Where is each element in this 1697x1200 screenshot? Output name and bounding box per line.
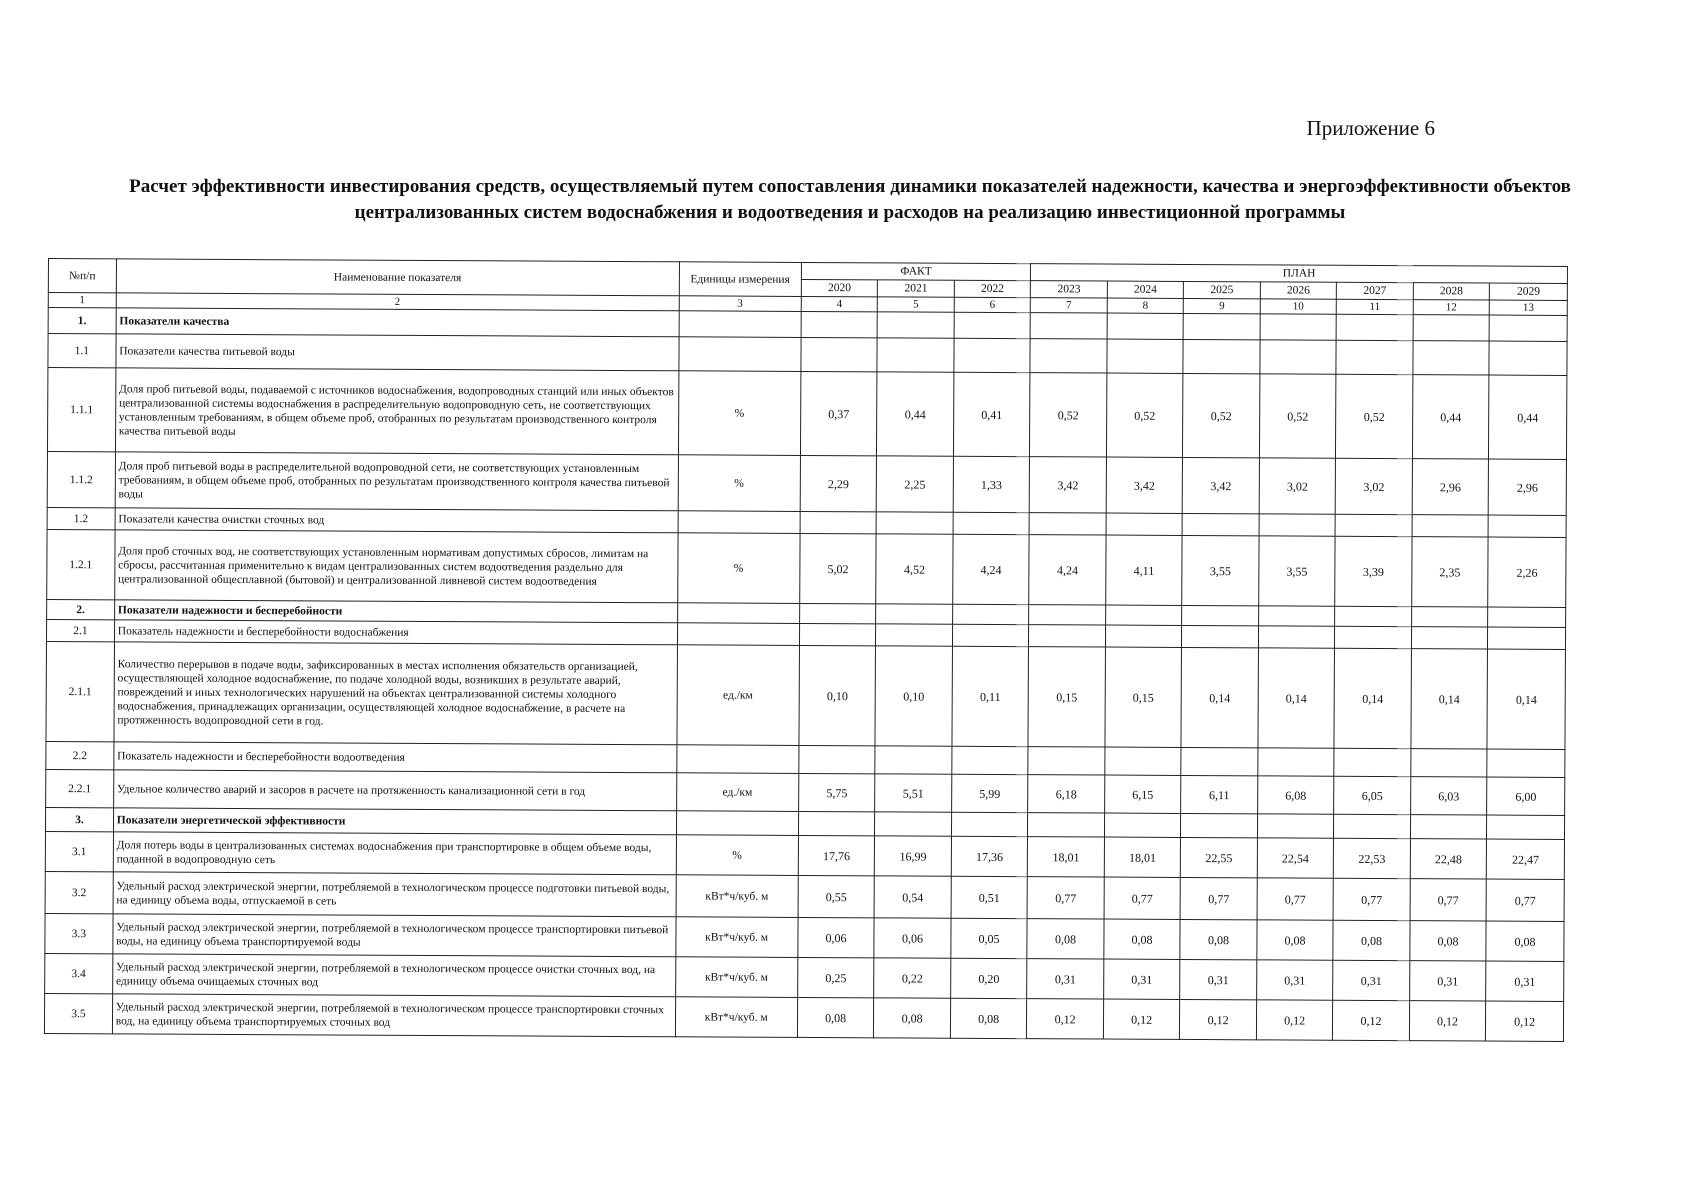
value-cell: 6,05 xyxy=(1334,776,1411,814)
row-number: 2.2 xyxy=(46,741,114,769)
value-cell: 0,31 xyxy=(1103,959,1180,999)
value-cell xyxy=(1105,625,1182,647)
header-year: 2029 xyxy=(1490,283,1568,300)
table-row xyxy=(47,451,1566,515)
value-cell xyxy=(1334,814,1411,838)
value-cell: 18,01 xyxy=(1028,837,1105,877)
value-cell: 0,54 xyxy=(874,876,951,918)
value-cell xyxy=(801,337,878,371)
value-cell xyxy=(1105,747,1182,775)
value-cell: 0,31 xyxy=(1333,960,1410,1000)
value-cell xyxy=(1182,513,1259,535)
value-cell xyxy=(1028,813,1105,837)
value-cell xyxy=(1411,627,1488,649)
value-cell xyxy=(799,745,876,773)
value-cell: 5,51 xyxy=(875,774,952,812)
indicator-unit xyxy=(677,603,799,624)
value-cell: 0,12 xyxy=(1180,999,1257,1039)
value-cell: 22,54 xyxy=(1257,838,1334,878)
indicator-unit: % xyxy=(678,455,801,512)
value-cell: 5,99 xyxy=(951,774,1028,812)
indicator-unit xyxy=(679,311,802,338)
header-plan: ПЛАН xyxy=(1031,264,1568,284)
value-cell: 0,14 xyxy=(1258,648,1335,748)
value-cell: 0,08 xyxy=(1104,919,1181,959)
value-cell: 0,12 xyxy=(1486,1001,1564,1041)
value-cell xyxy=(1336,340,1413,374)
row-number: 1.1.1 xyxy=(47,368,115,452)
document-title xyxy=(70,174,1630,226)
value-cell: 0,11 xyxy=(952,646,1029,746)
value-cell xyxy=(875,746,952,774)
value-cell xyxy=(799,623,876,645)
value-cell xyxy=(1181,747,1258,775)
header-year: 2028 xyxy=(1413,283,1490,300)
value-cell xyxy=(1030,313,1107,339)
value-cell xyxy=(1028,747,1105,775)
value-cell: 4,11 xyxy=(1106,535,1183,605)
indicator-name: Доля потерь воды в централизованных системах водоснабжения при транспортировке в общем объеме воды, поданной в водопроводную сеть xyxy=(113,832,676,875)
indicator-name: Удельное количество аварий и засоров в расчете на протяженность канализационной сети в год xyxy=(113,770,676,811)
indicator-unit xyxy=(677,623,799,646)
value-cell: 2,96 xyxy=(1412,459,1489,515)
value-cell: 0,12 xyxy=(1409,1001,1486,1041)
value-cell: 0,12 xyxy=(1256,1000,1333,1040)
column-index: 9 xyxy=(1184,298,1261,313)
indicator-name: Показатели качества xyxy=(116,308,679,337)
indicator-table-wrapper xyxy=(44,258,1568,1042)
value-cell xyxy=(952,746,1029,774)
value-cell: 0,14 xyxy=(1334,648,1411,748)
value-cell: 0,77 xyxy=(1410,879,1487,921)
value-cell: 5,75 xyxy=(799,773,876,811)
indicator-name: Доля проб питьевой воды, подаваемой с источников водоснабжения, водопроводных станций или иных объектов централизованной системы водоснабжения в распределительную водопроводную сеть, не соответствующих установленным требованиям, в общем объеме проб, отобранных по результатам производственного контроля качества питьевой воды xyxy=(115,368,678,455)
value-cell: 0,22 xyxy=(874,958,951,998)
header-year: 2022 xyxy=(954,280,1031,297)
row-number: 1. xyxy=(48,308,116,334)
value-cell xyxy=(1487,749,1565,777)
indicator-unit: кВт*ч/куб. м xyxy=(675,917,798,958)
header-year: 2026 xyxy=(1260,282,1337,299)
column-index: 4 xyxy=(801,296,878,311)
indicator-unit: % xyxy=(676,835,799,876)
value-cell: 0,77 xyxy=(1104,877,1181,919)
value-cell: 22,55 xyxy=(1181,837,1258,877)
value-cell xyxy=(1413,315,1490,341)
value-cell xyxy=(1107,339,1184,373)
value-cell xyxy=(1260,314,1337,340)
header-year: 2025 xyxy=(1184,281,1261,298)
value-cell: 0,06 xyxy=(874,918,951,958)
row-number: 1.1.2 xyxy=(47,451,115,507)
indicator-name: Доля проб сточных вод, не соответствующих установленным нормативам допустимых сбросов, лимитам на сбросы, рассчитанная применительно к видам централизованных систем водоотведения раздельно для централизованной общесплавной (бытовой) и централизованной ливневой систем водоотведения xyxy=(114,530,677,603)
value-cell: 0,52 xyxy=(1030,373,1107,457)
row-number: 3.5 xyxy=(44,993,112,1033)
title-line-2: централизованных систем водоснабжения и водоотведения и расходов на реализацию инвестиционной программы xyxy=(354,202,1346,223)
value-cell xyxy=(1106,513,1183,535)
value-cell: 0,44 xyxy=(877,372,954,456)
value-cell xyxy=(1411,607,1488,627)
value-cell xyxy=(799,603,876,623)
value-cell xyxy=(1030,339,1107,373)
value-cell: 22,53 xyxy=(1334,838,1411,878)
value-cell xyxy=(1107,313,1184,339)
value-cell: 3,39 xyxy=(1335,536,1412,606)
value-cell: 0,31 xyxy=(1027,959,1104,999)
value-cell xyxy=(1029,605,1106,625)
value-cell: 1,33 xyxy=(953,456,1030,512)
value-cell: 0,15 xyxy=(1105,647,1182,747)
value-cell: 2,26 xyxy=(1488,537,1566,607)
value-cell: 0,05 xyxy=(951,918,1028,958)
indicator-unit: % xyxy=(678,371,801,456)
indicator-unit: кВт*ч/куб. м xyxy=(675,957,798,998)
indicator-name: Показатели качества питьевой воды xyxy=(116,334,679,371)
value-cell: 0,52 xyxy=(1259,374,1336,458)
table-header xyxy=(48,259,1567,316)
value-cell: 3,55 xyxy=(1182,535,1259,605)
value-cell: 0,77 xyxy=(1257,878,1334,920)
indicator-name: Показатель надежности и бесперебойности водоотведения xyxy=(114,742,677,773)
value-cell: 3,02 xyxy=(1335,458,1412,514)
value-cell xyxy=(1412,515,1489,537)
value-cell: 2,25 xyxy=(877,456,954,512)
value-cell: 3,42 xyxy=(1030,457,1107,513)
value-cell: 2,35 xyxy=(1411,537,1488,607)
column-index: 11 xyxy=(1337,299,1414,314)
value-cell: 0,31 xyxy=(1180,959,1257,999)
value-cell: 0,77 xyxy=(1180,877,1257,919)
value-cell xyxy=(1413,341,1490,375)
indicator-name: Показатели энергетической эффективности xyxy=(113,808,676,835)
value-cell: 22,47 xyxy=(1487,839,1565,879)
column-index: 12 xyxy=(1413,300,1490,315)
row-number: 2.1.1 xyxy=(46,641,114,741)
header-year: 2027 xyxy=(1337,282,1414,299)
value-cell xyxy=(1489,341,1567,375)
value-cell xyxy=(1488,515,1566,537)
header-unit: Единицы измерения xyxy=(679,262,802,297)
indicator-unit xyxy=(678,511,800,534)
value-cell: 0,08 xyxy=(1486,921,1564,961)
value-cell xyxy=(876,624,953,646)
value-cell xyxy=(1488,607,1566,627)
value-cell: 0,14 xyxy=(1181,647,1258,747)
indicator-name: Удельный расход электрической энергии, потребляемой в технологическом процессе транспортировки питьевой воды, на единицу объема транспортируемой воды xyxy=(113,914,676,957)
indicator-name: Количество перерывов в подаче воды, зафиксированных в местах исполнения обязательств организацией, осуществляющей холодное водоснабжение, по подаче холодной воды, возникших в результате аварий, повреждений и иных технологических нарушений на объектах централизованной системы холодного водоснабжения, принадлежащих организации, осуществляющей холодное водоснабжение, в расчете на протяженность водопроводной сети в год. xyxy=(114,642,677,745)
row-number: 3.1 xyxy=(45,831,113,871)
table-row xyxy=(44,993,1563,1041)
value-cell: 0,37 xyxy=(800,371,877,455)
value-cell: 6,08 xyxy=(1257,776,1334,814)
indicator-name: Удельный расход электрической энергии, потребляемой в технологическом процессе транспортировки сточных вод, на единицу объема транспортируемых сточных вод xyxy=(112,994,675,1037)
value-cell xyxy=(1488,627,1566,649)
indicator-unit xyxy=(676,745,799,774)
table-body xyxy=(44,308,1567,1042)
value-cell: 0,52 xyxy=(1106,373,1183,457)
value-cell: 0,14 xyxy=(1487,649,1565,749)
value-cell: 0,52 xyxy=(1336,374,1413,458)
value-cell xyxy=(801,311,878,337)
header-fact: ФАКТ xyxy=(801,262,1031,280)
value-cell: 2,96 xyxy=(1488,459,1566,515)
value-cell xyxy=(1410,815,1487,839)
header-num: №п/п xyxy=(48,259,116,293)
row-number: 3.4 xyxy=(45,953,113,993)
value-cell xyxy=(1183,339,1260,373)
column-index: 6 xyxy=(954,297,1031,312)
value-cell xyxy=(876,604,953,624)
value-cell xyxy=(952,604,1029,624)
value-cell xyxy=(1335,626,1412,648)
value-cell xyxy=(1182,605,1259,625)
indicator-unit xyxy=(678,337,801,372)
value-cell xyxy=(1105,605,1182,625)
value-cell: 4,24 xyxy=(953,534,1030,604)
value-cell: 16,99 xyxy=(875,836,952,876)
value-cell: 0,08 xyxy=(1257,920,1334,960)
value-cell xyxy=(954,338,1031,372)
value-cell: 0,20 xyxy=(950,958,1027,998)
table-row xyxy=(47,529,1566,607)
value-cell: 0,08 xyxy=(1333,920,1410,960)
row-number: 3.3 xyxy=(45,913,113,953)
row-number: 1.1 xyxy=(48,334,116,368)
value-cell xyxy=(1181,813,1258,837)
title-line-1: Расчет эффективности инвестирования средств, осуществляемый путем сопоставления динамики показателей надежности, качества и энергоэффективности объектов xyxy=(129,176,1571,197)
indicator-unit: ед./км xyxy=(676,645,799,746)
column-index: 3 xyxy=(679,296,801,312)
value-cell: 5,02 xyxy=(800,533,877,603)
column-index: 10 xyxy=(1260,299,1337,314)
value-cell xyxy=(1258,748,1335,776)
table-row xyxy=(46,641,1566,749)
row-number: 2. xyxy=(47,599,115,619)
value-cell xyxy=(1487,815,1565,839)
indicator-unit xyxy=(676,811,798,836)
value-cell xyxy=(1335,606,1412,626)
value-cell: 0,25 xyxy=(798,957,875,997)
value-cell: 6,00 xyxy=(1487,777,1565,815)
value-cell xyxy=(1411,749,1488,777)
value-cell xyxy=(1258,626,1335,648)
indicator-name: Удельный расход электрической энергии, потребляемой в технологическом процессе подготовки питьевой воды, на единицу объема воды, отпускаемой в сеть xyxy=(113,872,676,917)
row-number: 2.2.1 xyxy=(46,769,114,807)
value-cell: 0,06 xyxy=(798,917,875,957)
column-index: 8 xyxy=(1107,298,1184,313)
value-cell: 4,52 xyxy=(876,534,953,604)
header-year: 2023 xyxy=(1031,281,1108,298)
value-cell: 0,41 xyxy=(953,372,1030,456)
value-cell: 0,51 xyxy=(951,876,1028,918)
value-cell: 6,03 xyxy=(1410,777,1487,815)
column-index: 13 xyxy=(1490,300,1568,315)
value-cell: 0,31 xyxy=(1409,961,1486,1001)
value-cell: 3,02 xyxy=(1259,458,1336,514)
value-cell: 3,42 xyxy=(1106,457,1183,513)
value-cell: 0,14 xyxy=(1411,649,1488,749)
value-cell: 18,01 xyxy=(1104,837,1181,877)
value-cell xyxy=(1258,606,1335,626)
value-cell xyxy=(1336,314,1413,340)
indicator-unit: кВт*ч/куб. м xyxy=(676,875,799,918)
value-cell: 0,77 xyxy=(1486,879,1564,921)
value-cell: 0,15 xyxy=(1028,647,1105,747)
column-index: 7 xyxy=(1031,298,1108,313)
value-cell xyxy=(1334,748,1411,776)
value-cell: 0,08 xyxy=(1027,919,1104,959)
value-cell xyxy=(876,512,953,534)
value-cell: 0,77 xyxy=(1027,877,1104,919)
value-cell: 6,18 xyxy=(1028,775,1105,813)
row-number: 1.2.1 xyxy=(47,529,115,599)
value-cell: 0,08 xyxy=(1180,919,1257,959)
value-cell xyxy=(1029,513,1106,535)
value-cell: 6,15 xyxy=(1104,775,1181,813)
value-cell: 17,76 xyxy=(798,835,875,875)
value-cell xyxy=(951,812,1028,836)
value-cell: 0,08 xyxy=(874,998,951,1038)
value-cell xyxy=(877,312,954,338)
value-cell: 0,52 xyxy=(1183,373,1260,457)
value-cell xyxy=(953,512,1030,534)
row-number: 2.1 xyxy=(46,619,114,641)
header-year: 2021 xyxy=(878,280,955,297)
indicator-name: Показатель надежности и бесперебойности водоснабжения xyxy=(114,620,677,645)
value-cell: 0,10 xyxy=(799,645,876,745)
row-number: 3.2 xyxy=(45,871,113,913)
indicator-name: Удельный расход электрической энергии, потребляемой в технологическом процессе очистки сточных вод, на единицу объема очищаемых сточных вод xyxy=(112,954,675,997)
value-cell xyxy=(952,624,1029,646)
header-year: 2020 xyxy=(801,279,878,296)
value-cell xyxy=(798,811,875,835)
value-cell: 0,08 xyxy=(797,997,874,1037)
row-number: 1.2 xyxy=(47,507,115,529)
value-cell xyxy=(1257,814,1334,838)
value-cell xyxy=(800,511,877,533)
value-cell: 0,12 xyxy=(1103,999,1180,1039)
value-cell xyxy=(1259,514,1336,536)
value-cell: 6,11 xyxy=(1181,775,1258,813)
value-cell: 0,44 xyxy=(1412,375,1489,459)
value-cell: 0,12 xyxy=(1027,999,1104,1039)
value-cell: 0,31 xyxy=(1486,961,1564,1001)
header-year: 2024 xyxy=(1107,281,1184,298)
value-cell xyxy=(1182,625,1259,647)
value-cell: 0,08 xyxy=(950,998,1027,1038)
value-cell: 22,48 xyxy=(1410,839,1487,879)
value-cell: 4,24 xyxy=(1029,535,1106,605)
value-cell: 0,31 xyxy=(1256,960,1333,1000)
value-cell: 0,55 xyxy=(798,875,875,917)
indicator-name: Доля проб питьевой воды в распределительной водопроводной сети, не соответствующих установленным требованиям, в общем объеме проб, отобранных по результатам производственного контроля качества питьевой воды xyxy=(115,452,678,511)
value-cell xyxy=(1104,813,1181,837)
value-cell: 3,55 xyxy=(1259,536,1336,606)
value-cell xyxy=(1260,340,1337,374)
column-index: 5 xyxy=(878,297,955,312)
value-cell: 2,29 xyxy=(800,455,877,511)
table-row xyxy=(47,368,1566,460)
column-index: 2 xyxy=(116,293,679,311)
value-cell xyxy=(1183,313,1260,339)
indicator-name: Показатели надежности и бесперебойности xyxy=(114,600,677,623)
value-cell: 0,77 xyxy=(1333,878,1410,920)
indicator-table xyxy=(44,258,1568,1042)
indicator-unit: ед./км xyxy=(676,773,799,812)
value-cell: 17,36 xyxy=(951,836,1028,876)
value-cell xyxy=(1489,315,1567,341)
value-cell: 3,42 xyxy=(1183,457,1260,513)
value-cell: 0,12 xyxy=(1333,1000,1410,1040)
value-cell xyxy=(875,812,952,836)
column-index: 1 xyxy=(48,293,116,308)
value-cell: 0,08 xyxy=(1410,921,1487,961)
value-cell: 0,10 xyxy=(875,646,952,746)
indicator-unit: кВт*ч/куб. м xyxy=(675,997,798,1038)
indicator-name: Показатели качества очистки сточных вод xyxy=(115,508,678,533)
indicator-unit: % xyxy=(677,533,800,604)
appendix-label: Приложение 6 xyxy=(1306,116,1435,140)
header-name: Наименование показателя xyxy=(116,259,679,296)
value-cell xyxy=(954,312,1031,338)
value-cell: 0,44 xyxy=(1489,375,1567,459)
value-cell xyxy=(1335,514,1412,536)
row-number: 3. xyxy=(45,807,113,831)
value-cell xyxy=(1029,625,1106,647)
value-cell xyxy=(877,338,954,372)
